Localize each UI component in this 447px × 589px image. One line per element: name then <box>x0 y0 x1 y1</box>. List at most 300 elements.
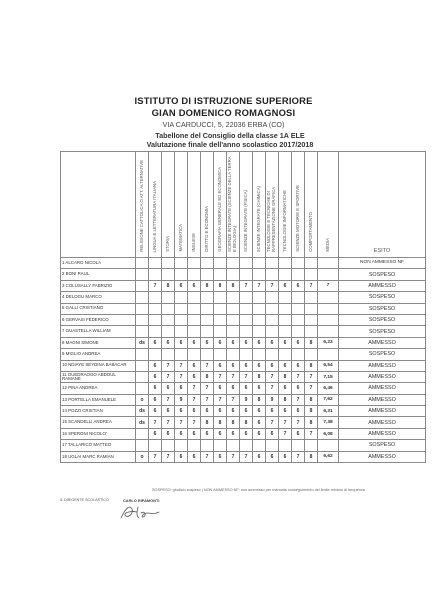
religion-grade <box>136 314 149 325</box>
grade-cell: 8 <box>201 280 214 291</box>
subject-header <box>175 152 188 258</box>
grade-cell <box>292 269 305 280</box>
table-row <box>61 349 426 360</box>
student-column-header <box>61 152 136 258</box>
grade-cell: 6 <box>292 337 305 348</box>
legend-note: SOSPESO: giudizio sospeso | NON AMMESSO NF: non ammesso per mancata conseguimento del limite minimo di frequenza <box>152 488 365 492</box>
grade-cell: 8 <box>305 406 318 417</box>
grade-cell <box>279 258 292 269</box>
grade-cell: 7 <box>175 371 188 382</box>
grade-cell: 6 <box>266 337 279 348</box>
grade-cell: 6 <box>162 337 175 348</box>
grade-cell <box>266 314 279 325</box>
student-name: 1 ALCARO NICOLA <box>61 258 136 269</box>
grade-cell: 6 <box>188 428 201 439</box>
grade-cell <box>149 314 162 325</box>
average-cell <box>318 303 339 314</box>
grade-cell: 6 <box>175 451 188 462</box>
grade-cell: 8 <box>214 417 227 428</box>
student-name: 13 PORTELLA EMANUELE <box>61 394 136 405</box>
table-row <box>61 314 426 325</box>
table-row <box>61 337 426 348</box>
grade-cell <box>292 314 305 325</box>
grade-cell <box>201 258 214 269</box>
grade-cell <box>162 326 175 337</box>
religion-grade: o <box>136 394 149 405</box>
grade-cell <box>162 314 175 325</box>
average-cell: 6,08 <box>318 428 339 439</box>
subject-header-label: MEDIA <box>324 238 330 252</box>
grade-cell <box>240 326 253 337</box>
student-name: 14 POZZI CRISTIAN <box>61 406 136 417</box>
grade-cell: 8 <box>227 417 240 428</box>
grade-cell <box>305 314 318 325</box>
grade-cell <box>305 258 318 269</box>
subject-header-label: DIRITTO E ECONOMIA <box>203 206 209 252</box>
grade-cell <box>266 349 279 360</box>
grade-cell <box>240 303 253 314</box>
subject-header <box>149 152 162 258</box>
grade-cell: 6 <box>279 360 292 371</box>
average-cell: 6,31 <box>318 406 339 417</box>
grade-cell <box>279 326 292 337</box>
grade-cell <box>227 349 240 360</box>
grade-cell <box>266 440 279 451</box>
grade-cell: 6 <box>253 360 266 371</box>
average-cell: 6,54 <box>318 360 339 371</box>
grade-cell: 6 <box>201 406 214 417</box>
student-name: 10 NDIAYE SEYDINA BABACAR <box>61 360 136 371</box>
grade-cell <box>188 440 201 451</box>
evaluation-subtitle: Valutazione finale dell'anno scolastico 2017/2018 <box>146 140 314 149</box>
grade-cell: 6 <box>175 406 188 417</box>
grade-cell <box>149 292 162 303</box>
grade-cell: 7 <box>162 451 175 462</box>
grade-cell <box>149 349 162 360</box>
average-cell: 7 <box>318 280 339 291</box>
grade-cell <box>305 440 318 451</box>
religion-grade: o <box>136 451 149 462</box>
grade-cell: 6 <box>279 280 292 291</box>
religion-grade <box>136 440 149 451</box>
average-cell <box>318 314 339 325</box>
religion-grade <box>136 349 149 360</box>
average-cell <box>318 440 339 451</box>
outcome-cell: AMMESSO <box>339 406 426 417</box>
student-name: 6 GERVASI FEDERICO <box>61 314 136 325</box>
grade-cell <box>214 326 227 337</box>
grade-cell: 6 <box>266 406 279 417</box>
grade-cell: 6 <box>175 428 188 439</box>
school-name: GIAN DOMENICO ROMAGNOSI <box>151 107 296 118</box>
board-title: Tabellone del Consiglio della classe 1A ELE <box>155 131 305 140</box>
table-row <box>61 451 426 462</box>
grade-cell <box>240 314 253 325</box>
grade-cell <box>292 292 305 303</box>
grade-cell: 6 <box>188 280 201 291</box>
grade-cell <box>227 326 240 337</box>
student-name: 9 MIGLIO ANDREA <box>61 349 136 360</box>
grade-cell: 7 <box>175 360 188 371</box>
grade-cell: 6 <box>227 406 240 417</box>
grade-cell: 7 <box>188 417 201 428</box>
grade-cell <box>175 269 188 280</box>
grade-cell: 6 <box>292 406 305 417</box>
outcome-cell: SOSPESO <box>339 349 426 360</box>
grade-cell <box>279 349 292 360</box>
grade-cell <box>305 292 318 303</box>
grade-cell: 9 <box>240 394 253 405</box>
subject-header <box>201 152 214 258</box>
grade-cell: 7 <box>227 371 240 382</box>
grade-cell: 7 <box>214 394 227 405</box>
subject-header <box>214 152 227 258</box>
grade-cell <box>188 258 201 269</box>
grade-cell <box>175 326 188 337</box>
grade-cell: 7 <box>188 383 201 394</box>
outcome-cell: AMMESSO <box>339 371 426 382</box>
grade-cell: 6 <box>188 406 201 417</box>
table-row <box>61 394 426 405</box>
student-name: 11 OUEDRAOGO ABDOUL RAMANE <box>61 371 136 382</box>
grade-cell: 7 <box>214 371 227 382</box>
religion-grade <box>136 371 149 382</box>
school-address: VIA CARDUCCI, 5, 22036 ERBA (CO) <box>162 120 285 129</box>
grade-cell <box>175 258 188 269</box>
grade-cell: 8 <box>201 371 214 382</box>
table-row <box>61 371 426 382</box>
subject-header-label: GEOGRAFIA GENERALE ED ECONOMICA <box>216 167 222 252</box>
grade-cell <box>292 303 305 314</box>
table-row <box>61 280 426 291</box>
grade-cell: 6 <box>253 406 266 417</box>
subject-header <box>292 152 305 258</box>
grade-cell: 7 <box>162 394 175 405</box>
student-name: 17 TALLARICO MATTEO <box>61 440 136 451</box>
grade-cell: 6 <box>149 360 162 371</box>
header-row <box>61 152 426 258</box>
grade-cell <box>201 314 214 325</box>
table-row <box>61 440 426 451</box>
grade-cell <box>214 303 227 314</box>
grade-cell <box>162 303 175 314</box>
grade-cell <box>240 292 253 303</box>
grade-cell: 6 <box>149 428 162 439</box>
subject-header <box>305 152 318 258</box>
average-cell: 6,62 <box>318 451 339 462</box>
grade-cell: 6 <box>292 428 305 439</box>
grade-cell: 6 <box>149 406 162 417</box>
grade-cell: 7 <box>292 394 305 405</box>
grade-cell <box>227 292 240 303</box>
subject-header <box>162 152 175 258</box>
grade-cell <box>227 440 240 451</box>
table-row <box>61 417 426 428</box>
grade-cell: 7 <box>266 383 279 394</box>
grade-cell <box>149 303 162 314</box>
religion-grade <box>136 303 149 314</box>
grade-cell <box>201 326 214 337</box>
grade-cell: 7 <box>240 451 253 462</box>
subject-header-label: SCIENZE INTEGRATE (CHIMICA) <box>255 185 261 252</box>
subject-header-label: MATEMATICA <box>177 224 183 252</box>
grade-cell <box>162 440 175 451</box>
grade-cell: 6 <box>175 337 188 348</box>
outcome-cell: AMMESSO <box>339 383 426 394</box>
grade-cell: 7 <box>175 417 188 428</box>
grade-cell <box>305 269 318 280</box>
grade-cell: 8 <box>253 394 266 405</box>
religion-grade: ds <box>136 337 149 348</box>
grade-cell <box>188 303 201 314</box>
grade-cell: 6 <box>162 428 175 439</box>
grade-cell: 7 <box>162 417 175 428</box>
outcome-header <box>339 152 426 258</box>
grade-cell: 7 <box>240 280 253 291</box>
subject-header-label: RELIGIONE CATTOLICA O ATT. ALTERNATIVE <box>138 160 144 252</box>
average-cell <box>318 258 339 269</box>
grade-cell <box>149 269 162 280</box>
grade-cell: 9 <box>175 394 188 405</box>
grade-cell: 6 <box>266 360 279 371</box>
religion-grade: ds <box>136 417 149 428</box>
table-row <box>61 292 426 303</box>
grade-cell: 6 <box>279 337 292 348</box>
grade-cell: 8 <box>214 280 227 291</box>
outcome-cell: AMMESSO <box>339 417 426 428</box>
grade-cell <box>214 292 227 303</box>
grade-cell: 7 <box>201 383 214 394</box>
students-body <box>61 258 426 463</box>
grade-cell: 7 <box>201 394 214 405</box>
average-cell <box>318 269 339 280</box>
grade-cell <box>292 258 305 269</box>
grade-cell: 6 <box>188 371 201 382</box>
grade-cell <box>240 440 253 451</box>
grade-cell <box>188 349 201 360</box>
grade-cell <box>175 292 188 303</box>
outcome-cell: SOSPESO <box>339 326 426 337</box>
grade-cell <box>279 292 292 303</box>
grade-cell: 6 <box>240 360 253 371</box>
grade-cell: 6 <box>214 383 227 394</box>
table-row <box>61 360 426 371</box>
grade-cell: 6 <box>253 428 266 439</box>
subject-header <box>188 152 201 258</box>
grade-cell: 6 <box>253 383 266 394</box>
average-cell: 6,46 <box>318 383 339 394</box>
religion-grade <box>136 292 149 303</box>
grade-cell: 6 <box>240 337 253 348</box>
subject-header-label: SCIENZE INTEGRATE (SCIENZE DELLA TERRA E BIOLOGIA) <box>227 156 237 252</box>
grade-cell <box>253 314 266 325</box>
grade-cell: 8 <box>279 394 292 405</box>
table-row <box>61 326 426 337</box>
grade-cell: 7 <box>266 417 279 428</box>
grade-cell: 6 <box>279 406 292 417</box>
grade-cell <box>266 269 279 280</box>
grade-cell <box>162 292 175 303</box>
student-name: 18 UGLAI MARC RAMIAN <box>61 451 136 462</box>
grade-cell: 6 <box>214 406 227 417</box>
grade-cell <box>266 258 279 269</box>
subject-header <box>318 152 339 258</box>
grade-cell <box>201 303 214 314</box>
table-row <box>61 258 426 269</box>
grade-cell <box>227 258 240 269</box>
grade-cell: 6 <box>240 428 253 439</box>
subject-header-label: STORIA <box>164 236 170 252</box>
school-type: ISTITUTO DI ISTRUZIONE SUPERIORE <box>134 95 313 106</box>
grade-cell: 7 <box>305 371 318 382</box>
grade-cell: 8 <box>279 371 292 382</box>
grade-cell: 7 <box>162 371 175 382</box>
subject-header-label: INGLESE <box>190 233 196 252</box>
grade-cell <box>279 314 292 325</box>
subject-header <box>227 152 240 258</box>
outcome-cell: AMMESSO <box>339 394 426 405</box>
grade-cell: 6 <box>253 451 266 462</box>
subject-header-label: SCIENZE INTEGRATE (FISICA) <box>242 190 248 252</box>
grade-cell: 8 <box>201 417 214 428</box>
grade-cell <box>292 349 305 360</box>
grade-cell: 6 <box>292 280 305 291</box>
grade-cell <box>162 258 175 269</box>
grade-cell: 6 <box>188 451 201 462</box>
grade-cell: 6 <box>240 383 253 394</box>
grade-cell <box>253 303 266 314</box>
grade-cell <box>201 349 214 360</box>
grade-cell <box>266 292 279 303</box>
grade-cell: 6 <box>175 280 188 291</box>
grade-cell: 6 <box>214 451 227 462</box>
grade-cell: 7 <box>292 371 305 382</box>
grade-cell: 6 <box>240 406 253 417</box>
outcome-cell: AMMESSO <box>339 360 426 371</box>
table-row <box>61 269 426 280</box>
grade-cell <box>253 326 266 337</box>
table-row <box>61 303 426 314</box>
outcome-cell: AMMESSO <box>339 428 426 439</box>
grade-cell <box>253 349 266 360</box>
average-cell <box>318 326 339 337</box>
grade-cell <box>253 292 266 303</box>
grade-cell: 8 <box>305 417 318 428</box>
grade-cell: 6 <box>253 417 266 428</box>
average-cell <box>318 292 339 303</box>
outcome-cell: SOSPESO <box>339 269 426 280</box>
religion-grade <box>136 326 149 337</box>
grade-cell <box>227 269 240 280</box>
subject-header <box>266 152 279 258</box>
grade-cell <box>279 440 292 451</box>
average-cell: 7,62 <box>318 394 339 405</box>
grade-cell: 7 <box>188 394 201 405</box>
subject-header <box>136 152 149 258</box>
grade-cell: 6 <box>214 360 227 371</box>
handwritten-signature <box>118 503 162 523</box>
grade-cell: 7 <box>292 451 305 462</box>
grade-cell: 7 <box>201 360 214 371</box>
grade-cell: 7 <box>305 280 318 291</box>
grade-cell: 6 <box>227 428 240 439</box>
student-name: 7 GUASTELLA WILLIAM <box>61 326 136 337</box>
grade-cell <box>188 269 201 280</box>
religion-grade <box>136 280 149 291</box>
grade-cell: 7 <box>253 280 266 291</box>
grade-cell: 7 <box>149 280 162 291</box>
grade-cell: 6 <box>227 383 240 394</box>
religion-grade: ds <box>136 406 149 417</box>
grade-cell <box>201 292 214 303</box>
grade-cell <box>188 326 201 337</box>
grade-cell <box>175 440 188 451</box>
grade-cell: 6 <box>266 451 279 462</box>
grade-cell: 8 <box>305 451 318 462</box>
grade-cell: 7 <box>201 451 214 462</box>
grade-cell <box>175 349 188 360</box>
subject-header <box>279 152 292 258</box>
grade-cell <box>240 269 253 280</box>
grade-cell <box>253 269 266 280</box>
grade-cell <box>227 303 240 314</box>
student-name: 2 BONI RAUL <box>61 269 136 280</box>
grade-cell <box>214 349 227 360</box>
grade-cell: 6 <box>266 428 279 439</box>
grade-cell <box>279 269 292 280</box>
grade-cell: 7 <box>266 371 279 382</box>
grade-cell <box>292 326 305 337</box>
grade-cell: 6 <box>292 383 305 394</box>
grade-cell <box>227 314 240 325</box>
student-name: 5 GALLI CRISTIANO <box>61 303 136 314</box>
grade-cell <box>201 269 214 280</box>
grade-cell: 6 <box>253 337 266 348</box>
grade-cell <box>279 303 292 314</box>
grade-cell: 7 <box>149 417 162 428</box>
grade-cell: 7 <box>279 417 292 428</box>
grade-cell: 8 <box>253 371 266 382</box>
grade-cell: 6 <box>292 360 305 371</box>
subject-header-label: COMPORTAMENTO <box>307 212 313 252</box>
table-row <box>61 383 426 394</box>
signature-role: IL DIRIGENTE SCOLASTICO <box>60 498 109 502</box>
grade-cell <box>175 314 188 325</box>
student-name: 12 PINA ANDREA <box>61 383 136 394</box>
subject-header <box>253 152 266 258</box>
grade-cell <box>214 258 227 269</box>
student-name: 8 MAGNI SIMONE <box>61 337 136 348</box>
grade-cell: 8 <box>227 280 240 291</box>
grade-cell <box>188 292 201 303</box>
outcome-cell: NON AMMESSO NF <box>339 258 426 269</box>
grade-cell <box>240 258 253 269</box>
student-name: 16 SPERONI NICOLO' <box>61 428 136 439</box>
grade-cell: 6 <box>227 337 240 348</box>
grade-cell <box>201 440 214 451</box>
grade-cell <box>292 440 305 451</box>
outcome-cell: SOSPESO <box>339 303 426 314</box>
grade-cell: 6 <box>201 428 214 439</box>
grade-cell: 6 <box>227 360 240 371</box>
grade-cell: 6 <box>201 337 214 348</box>
grade-cell: 9 <box>266 394 279 405</box>
average-cell: 7,15 <box>318 371 339 382</box>
table-row <box>61 428 426 439</box>
outcome-cell: SOSPESO <box>339 292 426 303</box>
grade-cell: 7 <box>149 451 162 462</box>
outcome-cell: SOSPESO <box>339 440 426 451</box>
